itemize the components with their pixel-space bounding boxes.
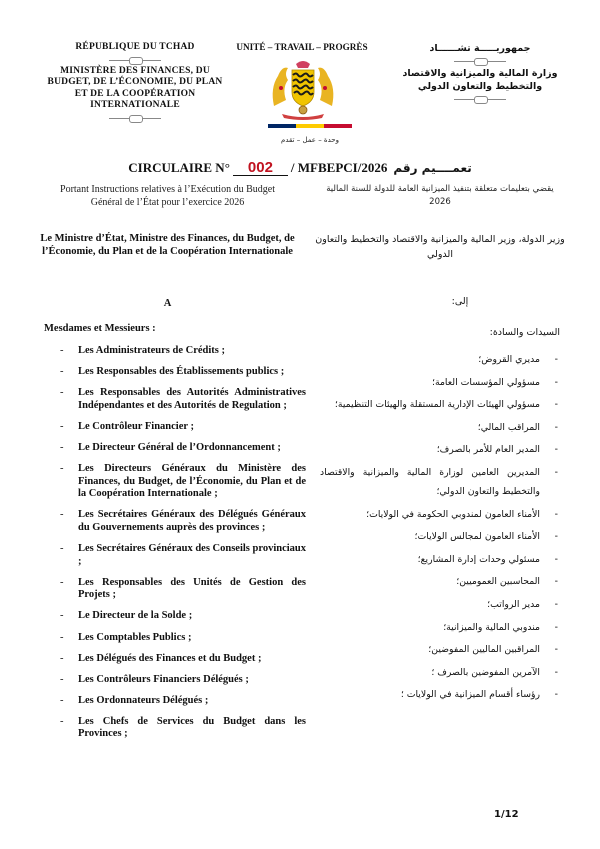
list-item: - المديرين العامين لوزارة المالية والميزانية والاقتصاد والتخطيط والتعاون الدولي؛ [320, 463, 562, 501]
national-motto-fr: UNITÉ – TRAVAIL – PROGRÈS [236, 42, 368, 52]
ministry-name-ar-line2: والتخطيط والتعاون الدولي [417, 81, 543, 92]
list-item: - Les Comptables Publics ; [44, 632, 306, 645]
list-item: - Les Responsables des Autorités Administratives Indépendantes et des Autorités de Regulation ; [44, 387, 306, 412]
list-item: - Le Contrôleur Financier ; [44, 421, 306, 434]
ornament-divider-icon [454, 95, 506, 103]
list-item: - المدير العام للأمر بالصرف؛ [320, 440, 562, 459]
ornament-divider-icon [454, 57, 506, 65]
list-item: - المحاسبين العموميين؛ [320, 572, 562, 591]
coat-of-arms-icon [268, 58, 338, 120]
national-motto-ar: وحدة – عمل – تقدم [281, 136, 339, 144]
list-item: - Les Délégués des Finances et du Budget ; [44, 653, 306, 666]
list-item: - Le Directeur Général de l’Ordonnancement ; [44, 442, 306, 455]
list-item: - مدير الرواتب؛ [320, 595, 562, 614]
minister-title-fr: Le Ministre d’État, Ministre des Finances, du Budget, de l’Économie, du Plan et de la Coopération Internationale [40, 233, 295, 257]
list-item: - Les Administrateurs de Crédits ; [44, 345, 306, 358]
header-right [390, 42, 570, 105]
title-prefix: CIRCULAIRE N° [128, 160, 230, 175]
addressee-to-fr: A [163, 298, 172, 309]
addressee-to-ar: إلى: [451, 296, 469, 307]
page-number: 1/12 [494, 809, 519, 820]
list-item: - مندوبي المالية والميزانية؛ [320, 618, 562, 637]
list-item: - الأمناء العامون لمجالس الولايات؛ [320, 527, 562, 546]
list-item: - رؤساء أقسام الميزانية في الولايات ؛ [320, 685, 562, 704]
list-item: - المراقبين الماليين المفوضين؛ [320, 640, 562, 659]
recipients-list-ar [320, 350, 562, 708]
list-item: - Le Directeur de la Solde ; [44, 610, 306, 623]
list-item: - Les Secrétaires Généraux des Délégués Généraux du Gouvernements auprès des provinces ; [44, 509, 306, 534]
subtitle-ar: يقضي بتعليمات متعلقة بتنفيذ الميزانية العامة للدولة للسنة المالية 2026 [326, 184, 554, 207]
ornament-divider-icon [109, 114, 161, 122]
list-item: - Les Responsables des Unités de Gestion des Projets ; [44, 577, 306, 602]
header-left [40, 42, 230, 124]
list-item: - مديري القروض؛ [320, 350, 562, 369]
title-suffix: / MFBEPCI/2026 [290, 160, 388, 175]
ministry-name-ar-line1: وزارة المالية والميزانية والاقتصاد [402, 68, 558, 79]
circular-title [0, 160, 600, 176]
ornament-divider-icon [109, 56, 161, 64]
country-name-fr: RÉPUBLIQUE DU TCHAD [75, 42, 195, 52]
list-item: - الآمرين المفوضين بالصرف ؛ [320, 663, 562, 682]
circular-number: 002 [233, 160, 288, 176]
salutation-ar: السيدات والسادة: [489, 327, 560, 338]
recipients-list-fr [44, 345, 306, 750]
title-arabic: تعمــــيم رقم [393, 161, 472, 175]
minister-title-ar: وزير الدولة، وزير المالية والميزانية والاقتصاد والتخطيط والتعاون الدولي [315, 234, 565, 260]
list-item: - Les Directeurs Généraux du Ministère des Finances, du Budget, de l’Économie, du Plan et de la Coopération Internationale ; [44, 463, 306, 501]
country-name-ar: جمهوريـــــة تشــــــاد [429, 43, 531, 54]
list-item: - مسؤولي المؤسسات العامة؛ [320, 373, 562, 392]
salutation-fr: Mesdames et Messieurs : [44, 323, 156, 334]
list-item: - المراقب المالي؛ [320, 418, 562, 437]
list-item: - مسؤولي الهيئات الإدارية المستقلة والهيئات التنظيمية؛ [320, 395, 562, 414]
list-item: - الأمناء العامون لمندوبي الحكومة في الولايات؛ [320, 505, 562, 524]
list-item: - Les Secrétaires Généraux des Conseils provinciaux ; [44, 543, 306, 568]
list-item: - Les Chefs de Services du Budget dans les Provinces ; [44, 716, 306, 741]
list-item: - Les Contrôleurs Financiers Délégués ; [44, 674, 306, 687]
ministry-name-fr: MINISTÈRE DES FINANCES, DU BUDGET, DE L’ÉCONOMIE, DU PLAN ET DE LA COOPÉRATION INTERNATIONALE [47, 65, 223, 110]
flag-colors-bar [268, 124, 352, 128]
list-item: - Les Responsables des Établissements publics ; [44, 366, 306, 379]
subtitle-fr: Portant Instructions relatives à l’Exécution du Budget Général de l’État pour l’exercice 2026 [60, 184, 275, 208]
list-item: - مسئولي وحدات إدارة المشاريع؛ [320, 550, 562, 569]
list-item: - Les Ordonnateurs Délégués ; [44, 695, 306, 708]
